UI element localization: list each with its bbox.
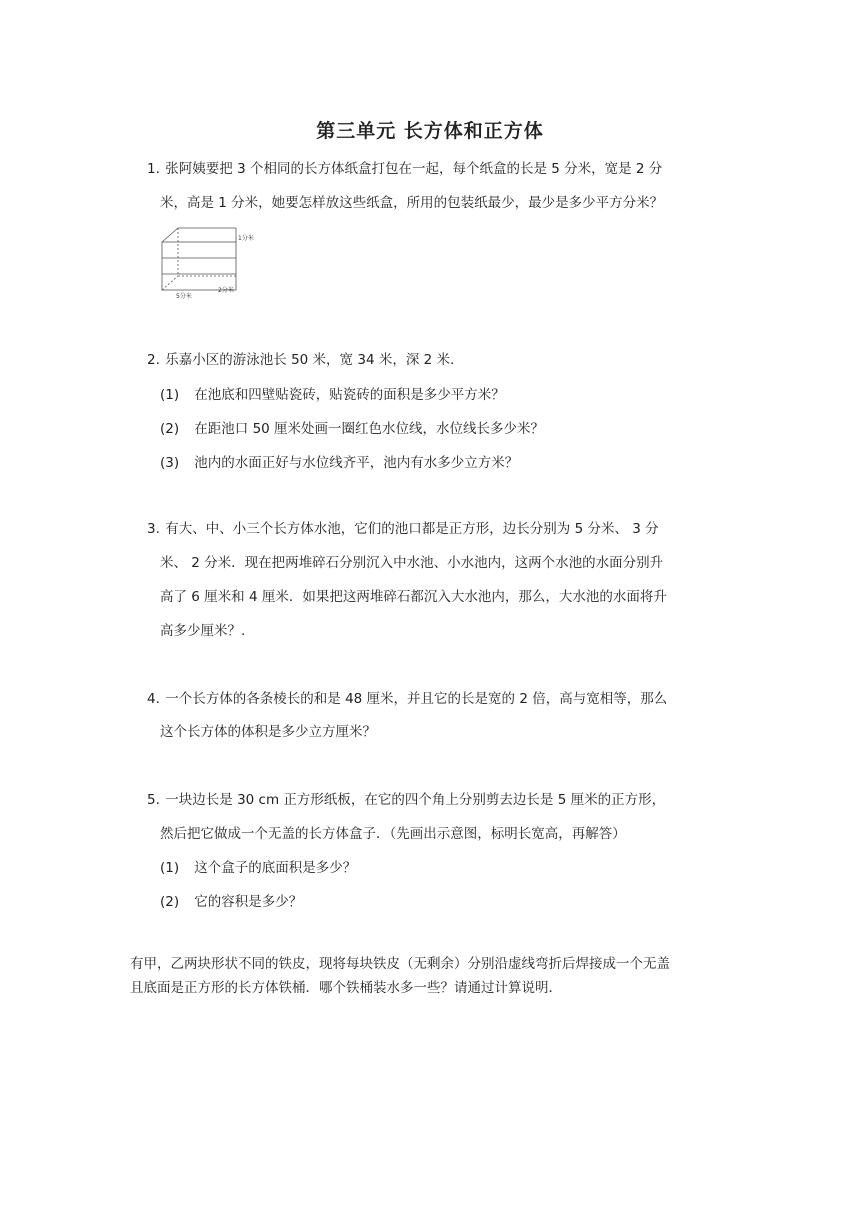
question-3-text-1: 有大、中、小三个长方体水池，它们的池口都是正方形，边长分别为 5 分米、 3 分 — [165, 521, 659, 537]
question-2-text-1: 乐嘉小区的游泳池长 50 米，宽 34 米，深 2 米. — [165, 352, 455, 368]
width-label: 2分米 — [218, 287, 234, 294]
question-1-number: 1. — [147, 161, 160, 177]
question-2-line-1 — [147, 348, 454, 368]
question-2-number: 2. — [147, 352, 160, 368]
question-5-sub-1 — [160, 856, 356, 876]
question-2-sub-1 — [160, 383, 505, 403]
height-label: 1分米 — [238, 235, 254, 242]
question-6-line-2: 且底面是正方形的长方体铁桶．哪个铁桶装水多一些？请通过计算说明． — [130, 980, 562, 996]
sub-number: (1) — [160, 387, 180, 403]
stacked-boxes-figure — [156, 224, 254, 304]
question-4-line-2: 这个长方体的体积是多少立方厘米？ — [160, 724, 376, 740]
sub-text: 在距池口 50 厘米处画一圈红色水位线，水位线长多少米？ — [194, 421, 545, 437]
sub-text: 在池底和四壁贴瓷砖，贴瓷砖的面积是多少平方米？ — [194, 387, 505, 403]
question-5-text-1: 一块边长是 30 cm 正方形纸板，在它的四个角上分别剪去边长是 5 厘米的正方形， — [165, 792, 666, 808]
question-5-line-1 — [147, 788, 665, 808]
question-1-line-1 — [147, 157, 662, 177]
question-4-text-1: 一个长方体的各条棱长的和是 48 厘米，并且它的长是宽的 2 倍，高与宽相等，那么 — [165, 691, 668, 707]
question-4-number: 4. — [147, 691, 160, 707]
question-5-number: 5. — [147, 792, 160, 808]
question-3-line-2: 米、 2 分米．现在把两堆碎石分别沉入中水池、小水池内，这两个水池的水面分别升 — [160, 555, 664, 571]
question-3-number: 3. — [147, 521, 160, 537]
question-3-line-1 — [147, 517, 659, 537]
question-3-line-4: 高多少厘米？. — [160, 623, 246, 639]
question-5-sub-2 — [160, 890, 302, 910]
length-label: 5分米 — [176, 293, 192, 300]
question-4-line-1 — [147, 687, 667, 707]
question-5-line-2: 然后把它做成一个无盖的长方体盒子．（先画出示意图，标明长宽高，再解答） — [160, 826, 626, 842]
sub-number: (2) — [160, 421, 180, 437]
question-2-sub-3 — [160, 451, 518, 471]
question-1-line-2: 米，高是 1 分米，她要怎样放这些纸盒，所用的包装纸最少，最少是多少平方分米？ — [160, 195, 664, 211]
question-1-text-1: 张阿姨要把 3 个相同的长方体纸盒打包在一起，每个纸盒的长是 5 分米，宽是 2 分 — [165, 161, 663, 177]
sub-number: (1) — [160, 860, 180, 876]
question-6-line-1: 有甲，乙两块形状不同的铁皮，现将每块铁皮（无剩余）分别沿虚线弯折后焊接成一个无盖 — [130, 956, 670, 972]
sub-text: 它的容积是多少？ — [194, 894, 303, 910]
sub-number: (2) — [160, 894, 180, 910]
question-3-line-3: 高了 6 厘米和 4 厘米．如果把这两堆碎石都沉入大水池内，那么，大水池的水面将升 — [160, 589, 667, 605]
sub-number: (3) — [160, 455, 180, 471]
page-title: 第三单元 长方体和正方体 — [316, 120, 544, 142]
sub-text: 这个盒子的底面积是多少？ — [194, 860, 357, 876]
question-2-sub-2 — [160, 417, 544, 437]
sub-text: 池内的水面正好与水位线齐平，池内有水多少立方米？ — [194, 455, 519, 471]
